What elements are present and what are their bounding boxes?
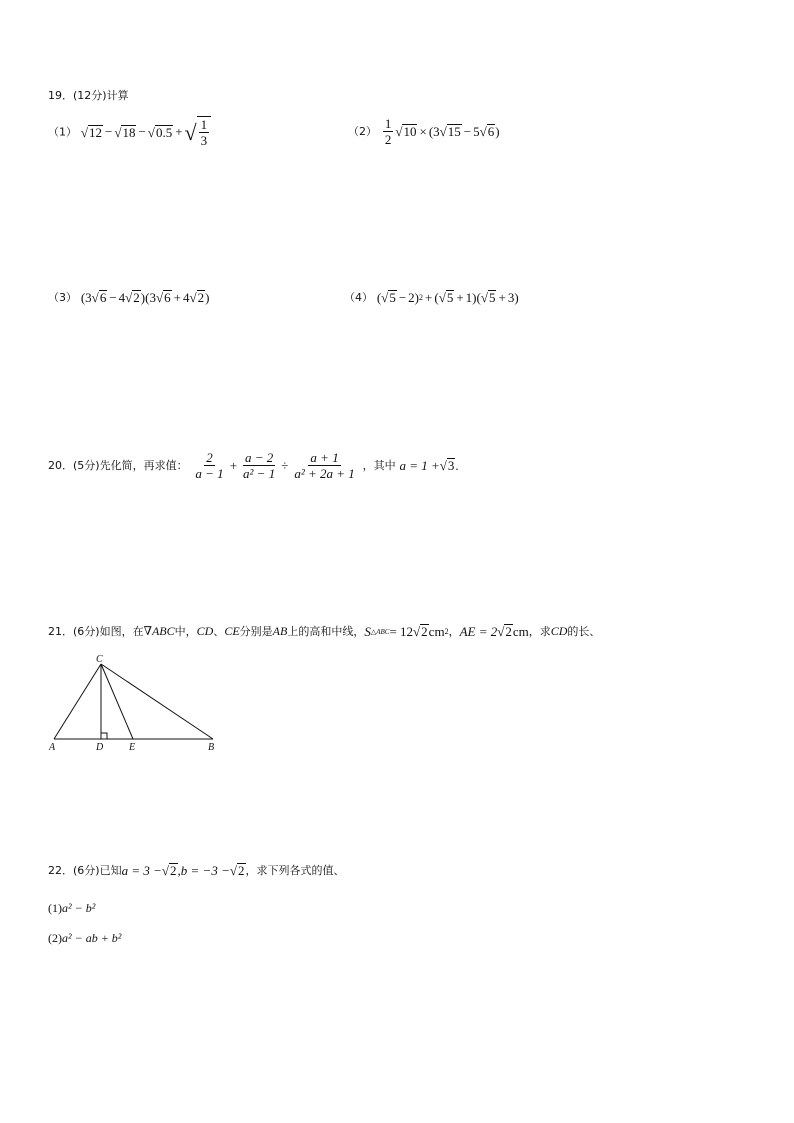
q19-part4 [344,289,519,306]
q19-part2 [348,116,500,147]
vertex-label-d: D [96,742,104,753]
q19-part1-expression: √ 12 − √ 18 − √ 0.5 + √ $\frac{1}{3}$ [81,116,211,148]
q19-header [48,87,129,104]
q22-statement: 22．(6分)已知 a = 3 − √ 2 ,b = −3 − √ 2 ，求下列各式的值、 [48,862,345,878]
q20 [48,446,459,485]
q19-part1-label: （1） [48,125,77,139]
q19-part3-label: （3） [48,291,77,304]
q19-part4-expression: ( √ 5 − 2 ) 2 + ( √ 5 + 1 )( √ 5 + 3 ) [376,289,519,305]
vertex-label-e: E [129,742,136,753]
right-angle-mark [101,733,107,739]
q22-item2: (2)a² − ab + b² [48,931,122,945]
q19-part2-label: （2） [348,125,377,138]
q19-header-text: 19．(12分)计算 [48,89,129,102]
q21-statement: 21．(6分)如图，在∇ABC中，CD、CE分别是AB上的高和中线， S △ABC = 12 √ 2 cm 2 ， AE = 2 √ 2 cm ，求CD的长、 [48,623,601,639]
vertex-label-a: A [49,742,56,753]
q19-part3-expression: ( 3 √ 6 − 4 √ 2 )( 3 √ 6 + 4 √ 2 ) [80,289,210,305]
q19-part1 [48,116,211,148]
q20-expression: $\frac{2}{a - 1}$ + $\frac{a - 2}{\text{a² − 1}}$ ÷ $\frac{a + 1}{\text{a² + 2a + 1}}$ [195,450,355,481]
triangle-figure [44,650,234,755]
q19-part2-expression: $\frac{1}{2}$ √ 10 × ( 3 √ 15 − 5 √ 6 ) [384,116,500,147]
side-ac [54,664,101,739]
q20-suffix: ，其中 [362,459,396,472]
q20-header: 20．(5分)先化简，再求值： [48,459,188,472]
q19-part3 [48,289,209,306]
vertex-label-c: C [96,654,103,665]
q20-value: a = 1 + √ 3 . [399,457,459,473]
vertex-label-b: B [208,742,215,753]
q19-part4-label: （4） [344,291,373,304]
q22-item1: (1)a² − b² [48,901,96,915]
side-cb [101,664,213,739]
